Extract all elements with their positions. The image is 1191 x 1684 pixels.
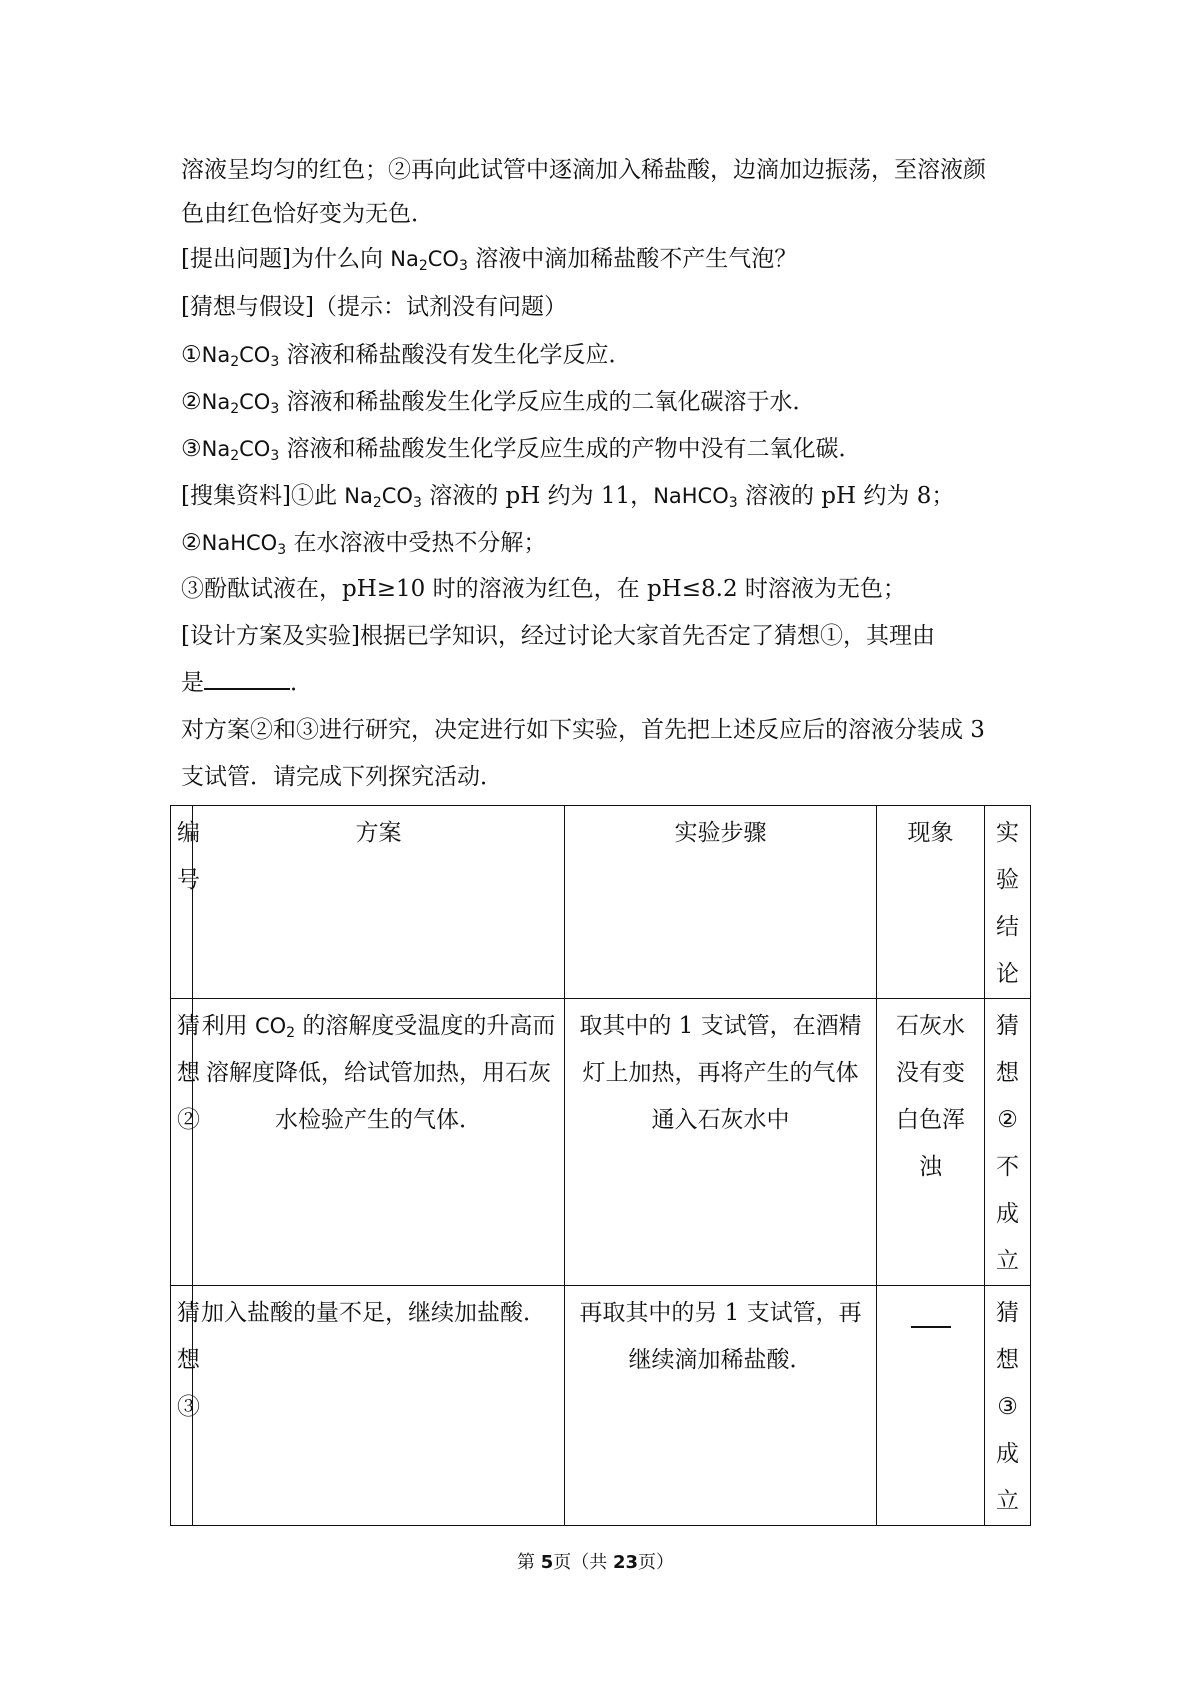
hypothesis-heading: [猜想与假设]（提示：试剂没有问题） xyxy=(181,294,567,320)
header-num: 编号 xyxy=(171,806,193,999)
table-row xyxy=(171,1286,1031,1526)
table-row xyxy=(171,999,1031,1286)
hypothesis-1: $①Na_2CO_3$ 溶液和稀盐酸没有发生化学反应． xyxy=(181,342,632,370)
data-line-3: ③酚酞试液在，pH≥10 时的溶液为红色，在 pH≤8.2 时溶液为无色； xyxy=(181,576,906,602)
row2-plan: 加入盐酸的量不足，继续加盐酸． xyxy=(193,1286,565,1526)
answer-blank[interactable] xyxy=(911,1326,951,1328)
hypothesis-2: $②Na_2CO_3$ 溶液和稀盐酸发生化学反应生成的二氧化碳溶于水． xyxy=(181,389,816,417)
text-line: 溶液呈均匀的红色；②再向此试管中逐滴加入稀盐酸，边滴加边振荡，至溶液颜 xyxy=(181,157,986,183)
formula-na2co3: $Na_2CO_3$ xyxy=(390,247,468,274)
experiment-table xyxy=(170,805,1031,1526)
row1-steps: 取其中的 1 支试管，在酒精灯上加热，再将产生的气体通入石灰水中 xyxy=(565,999,877,1286)
row1-conclusion: 猜 想 ② 不 成 立 xyxy=(985,999,1031,1286)
row1-num: 猜想② xyxy=(171,999,193,1286)
header-phenomenon: 现象 xyxy=(877,806,985,999)
hypothesis-3: $③Na_2CO_3$ 溶液和稀盐酸发生化学反应生成的产物中没有二氧化碳． xyxy=(181,436,862,464)
header-steps: 实验步骤 xyxy=(565,806,877,999)
design-line: [设计方案及实验]根据已学知识，经过讨论大家首先否定了猜想①，其理由 xyxy=(181,623,935,649)
row1-plan: 利用 $CO_2$ 的溶解度受温度的升高而溶解度降低，给试管加热，用石灰水检验产生的气体． xyxy=(193,999,565,1286)
page-total: 23 xyxy=(612,1552,639,1573)
text-line: 对方案②和③进行研究，决定进行如下实验，首先把上述反应后的溶液分装成 3 xyxy=(181,717,985,743)
data-line-1: [搜集资料]①此 $Na_2CO_3$ 溶液的 pH 约为 11，NaHCO$_3$ 溶液的 pH 约为 8； xyxy=(181,483,955,511)
row2-steps: 再取其中的另 1 支试管，再继续滴加稀盐酸． xyxy=(565,1286,877,1526)
header-plan: 方案 xyxy=(193,806,565,999)
text-line: 支试管．请完成下列探究活动． xyxy=(181,764,503,790)
row2-num: 猜想③ xyxy=(171,1286,193,1526)
formula-nahco3: NaHCO$_3$ xyxy=(653,484,738,511)
page-number: 5 xyxy=(540,1552,554,1573)
reason-line: 是 ． xyxy=(181,660,1031,706)
row2-phenomenon[interactable] xyxy=(877,1286,985,1526)
text-line: 色由红色恰好变为无色． xyxy=(181,201,434,227)
row1-phenomenon: 石灰水没有变白色浑浊 xyxy=(877,999,985,1286)
question-line: [提出问题]为什么向 $Na_2CO_3$ 溶液中滴加稀盐酸不产生气泡？ xyxy=(181,246,798,274)
header-conclusion: 实 验 结 论 xyxy=(985,806,1031,999)
table-header-row xyxy=(171,806,1031,999)
row2-conclusion: 猜 想 ③ 成 立 xyxy=(985,1286,1031,1526)
data-line-2: ②NaHCO$_3$ 在水溶液中受热不分解； xyxy=(181,530,547,558)
answer-blank[interactable] xyxy=(204,666,290,690)
page-footer: 第 5页（共 23页） xyxy=(516,1552,675,1573)
